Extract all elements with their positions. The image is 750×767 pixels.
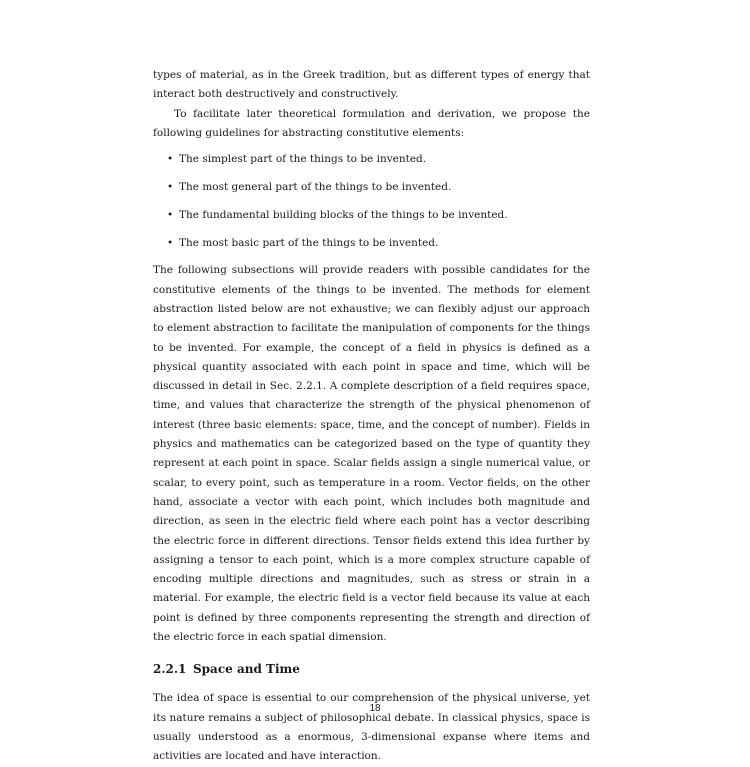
- paragraph-space: The idea of space is essential to our comprehension of the physical universe, yet its nature remains a subject of philosophical debate. In classical physics, space is usually understood as a enormous, 3-dimensional expanse where items and activities are located and have interaction.: [153, 692, 590, 763]
- section-heading: [153, 660, 590, 679]
- page-body: [153, 66, 590, 767]
- paragraph-subsections: The following subsections will provide readers with possible candidates for the constitutive elements of the things to be invented. The methods for element abstraction listed below are not exhaustive; we can flexibly adjust our approach to element abstraction to facilitate the manipulation of components for the things to be invented. For example, the concept of a field in physics is defined as a physical quantity associated with each point in space and time, which will be discussed in detail in Sec. 2.2.1. A complete description of a field requires space, time, and values that characterize the strength of the physical phenomenon of interest (three basic elements: space, time, and the concept of number). Fields in physics and mathematics can be categorized based on the type of quantity they represent at each point in space. Scalar fields assign a single numerical value, or scalar, to every point, such as temperature in a room. Vector fields, on the other hand, associate a vector with each point, which includes both magnitude and direction, as seen in the electric field where each point has a vector describing the electric force in different directions. Tensor fields extend this idea further by assigning a tensor to each point, which is a more complex structure capable of encoding multiple directions and magnitudes, such as stress or strain in a material. For example, the electric field is a vector field because its value at each point is defined by three components representing the strength and direction of the electric force in each spatial dimension.: [153, 264, 590, 644]
- list-item: [167, 234, 590, 253]
- list-item: [167, 178, 590, 197]
- page-number: 18: [369, 703, 381, 714]
- guidelines-list: [153, 150, 590, 253]
- list-item: [167, 206, 590, 225]
- bullet-icon: •: [167, 153, 174, 166]
- bullet-icon: •: [167, 236, 174, 249]
- list-item: [167, 150, 590, 169]
- list-item-text: The fundamental building blocks of the things to be invented.: [179, 208, 508, 221]
- list-item-text: The simplest part of the things to be invented.: [179, 153, 427, 166]
- bullet-icon: •: [167, 180, 174, 193]
- paragraph-guidelines-intro: To facilitate later theoretical formulation and derivation, we propose the following guidelines for abstracting constitutive elements:: [153, 107, 590, 139]
- section-number: 2.2.1: [153, 662, 187, 677]
- paragraph-intro-continuation: types of material, as in the Greek tradition, but as different types of energy that interact both destructively and constructively.: [153, 69, 590, 101]
- list-item-text: The most basic part of the things to be invented.: [179, 236, 439, 249]
- section-title: Space and Time: [193, 662, 300, 677]
- list-item-text: The most general part of the things to be invented.: [179, 180, 452, 193]
- bullet-icon: •: [167, 208, 174, 221]
